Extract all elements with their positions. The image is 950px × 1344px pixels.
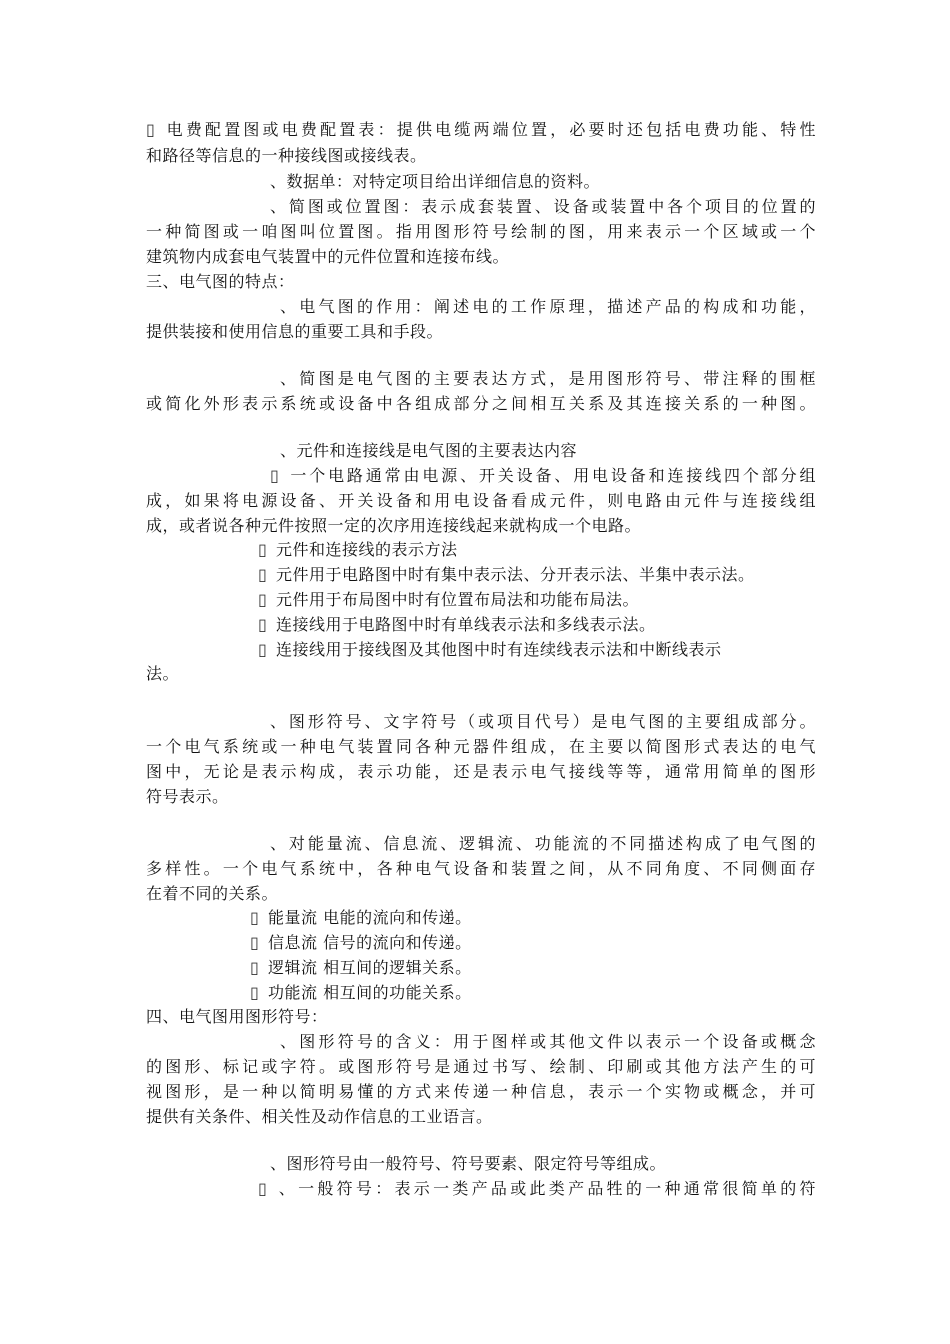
text-line [280, 295, 816, 319]
text-line [146, 1080, 816, 1104]
text-line-content: 成，如果将电源设备、开关设备和用电设备看成元件，则电路由元件与连接线组 [146, 491, 816, 510]
text-line [270, 170, 816, 194]
text-line-content: 电费配置图或电费配置表：提供电缆两端位置，必要时还包括电费功能、特性 [164, 120, 816, 139]
bullet-glyph-icon: ▯ [270, 466, 280, 485]
text-line [146, 857, 816, 881]
text-line [280, 439, 816, 463]
text-line-content: 功能流 相互间的功能关系。 [268, 983, 472, 1002]
text-line [280, 367, 816, 391]
text-line [146, 320, 816, 344]
text-line [258, 588, 816, 612]
text-line-content: 的图形、标记或字符。或图形符号是通过书写、绘制、印刷或其他方法产生的可 [146, 1057, 816, 1076]
text-line [270, 710, 816, 734]
text-line-content: 元件用于电路图中时有集中表示法、分开表示法、半集中表示法。 [276, 565, 755, 584]
text-line-content: 四、电气图用图形符号： [146, 1007, 328, 1026]
text-line-content: 一个电气系统或一种电气装置同各种元器件组成，在主要以简图形式表达的电气 [146, 737, 816, 756]
text-line-content: 、图形符号由一般符号、符号要素、限定符号等组成。 [270, 1154, 667, 1173]
text-line-content: 提供装接和使用信息的重要工具和手段。 [146, 322, 444, 341]
text-line [146, 735, 816, 759]
text-line-content: 提供有关条件、相关性及动作信息的工业语言。 [146, 1107, 493, 1126]
text-line [250, 906, 816, 930]
text-line-content: 三、电气图的特点： [146, 272, 295, 291]
text-line [146, 1055, 816, 1079]
text-line [258, 638, 816, 662]
text-line-content: 视图形，是一种以简明易懂的方式来传递一种信息，表示一个实物或概念，并可 [146, 1082, 816, 1101]
text-line [146, 144, 816, 168]
bullet-glyph-icon: ▯ [258, 1179, 268, 1198]
text-line-content: 一种简图或一咱图叫位置图。指用图形符号绘制的图，用来表示一个区域或一个 [146, 222, 816, 241]
text-line-content: 连接线用于电路图中时有单线表示法和多线表示法。 [276, 615, 656, 634]
bullet-glyph-icon: ▯ [258, 640, 268, 659]
text-line [270, 832, 816, 856]
text-line [146, 489, 816, 513]
text-line [258, 538, 816, 562]
text-line [146, 1105, 816, 1129]
text-line [146, 220, 816, 244]
text-line [270, 195, 816, 219]
text-line-content: 或简化外形表示系统或设备中各组成部分之间相互关系及其连接关系的一种图。 [146, 394, 816, 413]
text-line-content: 、图形符号、文字符号（或项目代号）是电气图的主要组成部分。 [270, 712, 816, 731]
text-line [270, 1152, 816, 1176]
text-line [146, 118, 816, 142]
text-line-content: 能量流 电能的流向和传递。 [268, 908, 472, 927]
text-line-content: 成，或者说各种元件按照一定的次序用连接线起来就构成一个电路。 [146, 516, 642, 535]
text-line-content: 建筑物内成套电气装置中的元件位置和连接布线。 [146, 247, 510, 266]
bullet-glyph-icon: ▯ [250, 908, 260, 927]
text-line [146, 270, 816, 294]
bullet-glyph-icon: ▯ [250, 983, 260, 1002]
text-line-content: 一个电路通常由电源、开关设备、用电设备和连接线四个部分组 [288, 466, 816, 485]
bullet-glyph-icon: ▯ [258, 590, 268, 609]
text-line-content: 、数据单：对特定项目给出详细信息的资料。 [270, 172, 601, 191]
bullet-glyph-icon: ▯ [258, 540, 268, 559]
text-line [146, 760, 816, 784]
text-line-content: 在着不同的关系。 [146, 884, 279, 903]
text-line [250, 931, 816, 955]
text-line [146, 785, 816, 809]
text-line-content: 法。 [146, 664, 180, 683]
text-line [146, 514, 816, 538]
text-line-content: 、对能量流、信息流、逻辑流、功能流的不同描述构成了电气图的 [270, 834, 816, 853]
text-line-content: 、简图是电气图的主要表达方式，是用图形符号、带注释的围框 [280, 369, 816, 388]
text-line [250, 981, 816, 1005]
text-line-content: 、简图或位置图：表示成套装置、设备或装置中各个项目的位置的 [270, 197, 816, 216]
text-line-content: 信息流 信号的流向和传递。 [268, 933, 472, 952]
text-line [146, 245, 816, 269]
text-line [146, 1005, 816, 1029]
text-line-content: 、一般符号：表示一类产品或此类产品牲的一种通常很简单的符 [276, 1179, 816, 1198]
text-line [146, 882, 816, 906]
text-line-content: 符号表示。 [146, 787, 229, 806]
text-line-content: 、电气图的作用：阐述电的工作原理，描述产品的构成和功能， [280, 297, 816, 316]
text-line [258, 1177, 816, 1201]
text-line-content: 元件和连接线的表示方法 [276, 540, 458, 559]
text-line-content: 、元件和连接线是电气图的主要表达内容 [280, 441, 578, 460]
text-line [258, 563, 816, 587]
text-line [270, 464, 816, 488]
bullet-glyph-icon: ▯ [250, 933, 260, 952]
text-line-content: 元件用于布局图中时有位置布局法和功能布局法。 [276, 590, 640, 609]
text-line-content: 连接线用于接线图及其他图中时有连续线表示法和中断线表示 [276, 640, 722, 659]
text-line [258, 613, 816, 637]
text-line-content: 图中，无论是表示构成，表示功能，还是表示电气接线等等，通常用简单的图形 [146, 762, 816, 781]
text-line-content: 和路径等信息的一种接线图或接线表。 [146, 146, 427, 165]
text-line [250, 956, 816, 980]
text-line-content: 多样性。一个电气系统中，各种电气设备和装置之间，从不同角度、不同侧面存 [146, 859, 816, 878]
text-line [146, 662, 816, 686]
text-line-content: 逻辑流 相互间的逻辑关系。 [268, 958, 472, 977]
bullet-glyph-icon: ▯ [250, 958, 260, 977]
text-line [146, 392, 816, 416]
text-line [280, 1030, 816, 1054]
text-line-content: 、图形符号的含义：用于图样或其他文件以表示一个设备或概念 [280, 1032, 816, 1051]
bullet-glyph-icon: ▯ [258, 565, 268, 584]
bullet-glyph-icon: ▯ [146, 120, 156, 139]
bullet-glyph-icon: ▯ [258, 615, 268, 634]
